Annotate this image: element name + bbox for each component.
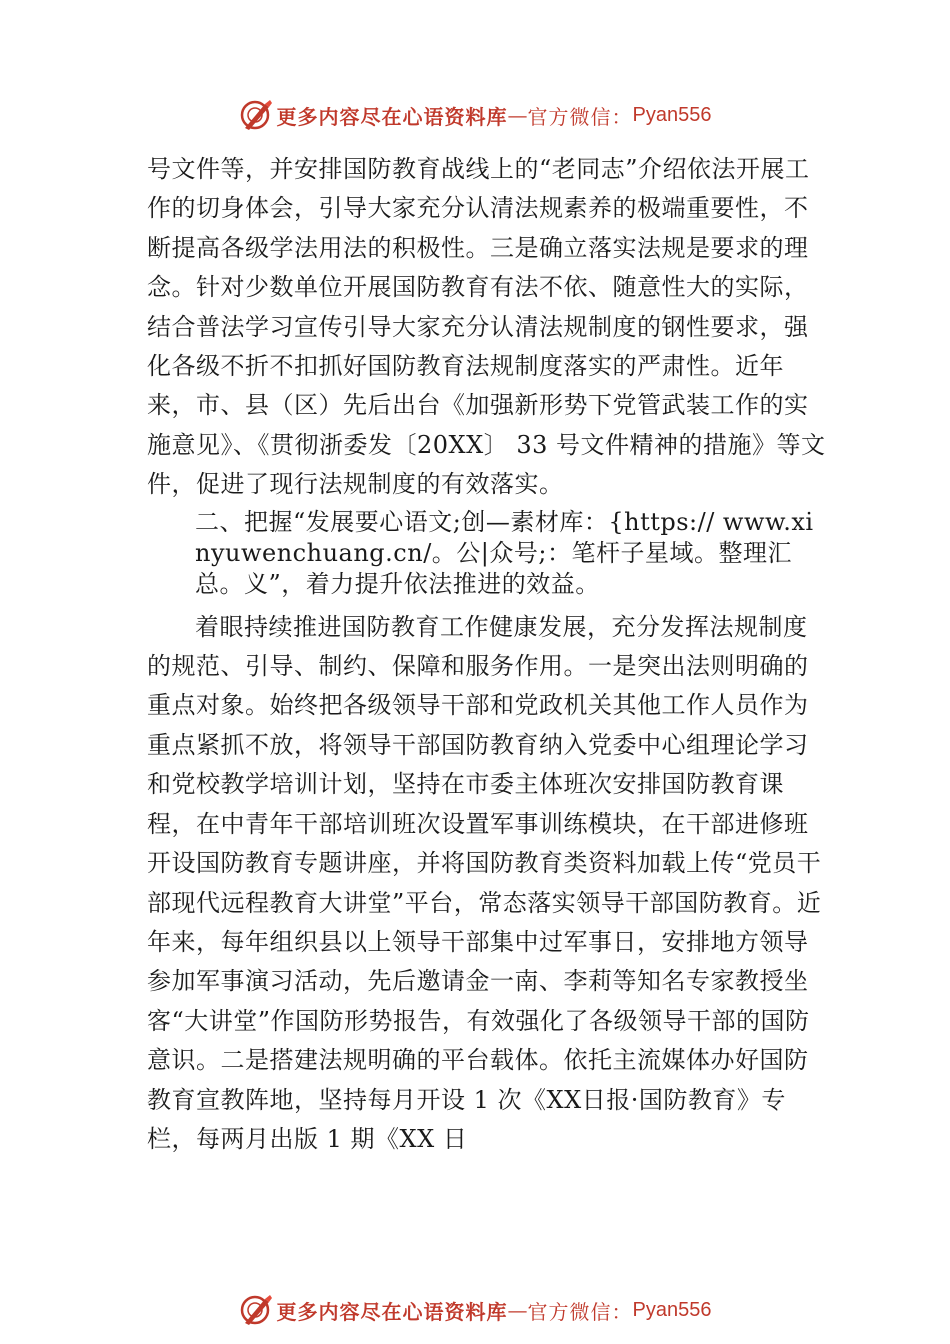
header-banner-text: 更多内容尽在心语资料库 <box>276 104 508 129</box>
section-heading-2: 二、把握“发展要心语文;创—素材库：{https:// www.xinyuwenchuang.cn/。公|众号;：笔杆子星域。整理汇总。义”，着力提升依法推进的效益。 <box>195 507 814 598</box>
paragraph-3: 着眼持续推进国防教育工作健康发展，充分发挥法规制度的规范、引导、制约、保障和服务作用。一是突出法则明确的重点对象。始终把各级领导干部和党政机关其他工作人员作为重点紧抓不放，将领导干部国防教育纳入党委中心组理论学习和党校教学培训计划，坚持在市委主体班次安排国防教育课程，在中青年干部培训班次设置军事训练模块，在干部进修班开设国防教育专题讲座，并将国防教育类资料加载上传“党员干部现代远程教育大讲堂”平台，常态落实领导干部国防教育。近年来，每年组织县以上领导干部集中过军事日，安排地方领导参加军事演习活动，先后邀请金一南、李莉等知名专家教授坐客“大讲堂”作国防形势报告，有效强化了各级领导干部的国防意识。二是搭建法规明确的平台载体。依托主流媒体办好国防教育宣教阵地，坚持每月开设 1 次《XX日报·国防教育》专栏，每两月出版 1 期《XX 日 <box>147 612 822 1153</box>
paragraph-1: 号文件等，并安排国防教育战线上的“老同志”介绍依法开展工作的切身体会，引导大家充分认清法规素养的极端重要性，不断提高各级学法用法的积极性。三是确立落实法规是要求的理念。针对少数单位开展国防教育有法不依、随意性大的实际，结合普法学习宣传引导大家充分认清法规制度的钢性要求，强化各级不折不扣抓好国防教育法规制度落实的严肃性。近年来，市、县（区）先后出台《加强新形势下党管武装工作的实施意见》、《贯彻浙委发〔20XX〕 33 号文件精神的措施》等文件，促进了现行法规制度的有效落实。 <box>147 155 826 499</box>
header-banner <box>0 95 950 135</box>
footer-wechat-id: Pyan556 <box>632 1298 712 1321</box>
footer-banner <box>0 1290 950 1330</box>
document-body <box>147 150 827 1159</box>
header-wechat-label: 官方微信： <box>527 104 633 129</box>
header-dash: — <box>507 103 528 127</box>
footer-wechat-label: 官方微信： <box>527 1299 633 1324</box>
header-wechat-id: Pyan556 <box>632 103 712 126</box>
footer-banner-text: 更多内容尽在心语资料库 <box>276 1299 508 1324</box>
pen-logo-icon <box>239 1293 273 1327</box>
footer-dash: — <box>507 1298 528 1322</box>
pen-logo-icon <box>239 98 273 132</box>
